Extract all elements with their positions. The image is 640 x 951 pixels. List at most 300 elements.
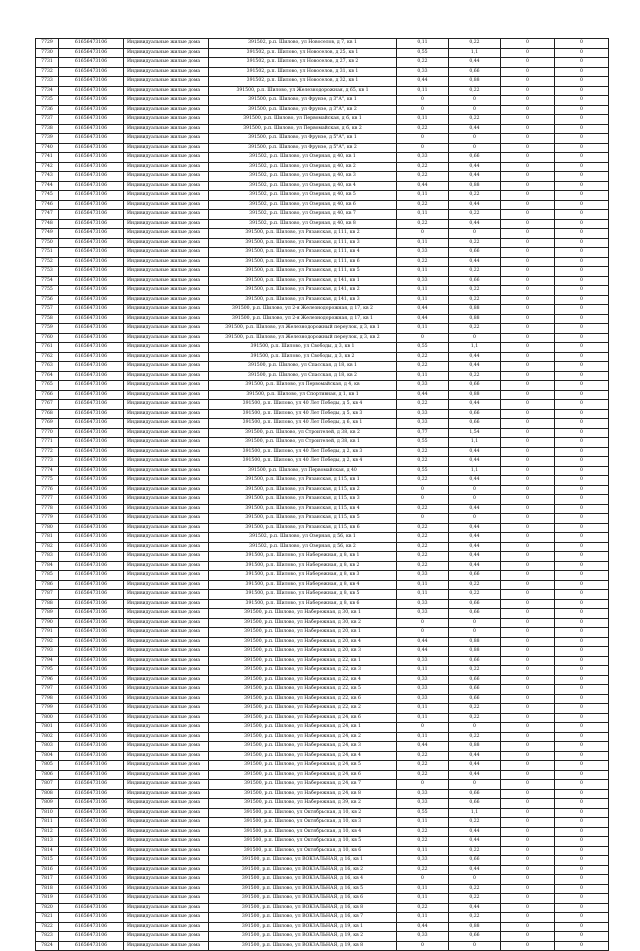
building-type-cell: Индивидуальные жилые дома: [124, 675, 209, 685]
value-4-cell: 0: [555, 713, 609, 723]
value-1-cell: 0,22: [397, 903, 449, 913]
value-4-cell: 0: [555, 96, 609, 106]
value-2-cell: 0,88: [449, 922, 501, 932]
table-row: [36, 894, 609, 904]
row-number-cell: 7820: [36, 903, 59, 913]
value-2-cell: 0: [449, 495, 501, 505]
value-2-cell: 0,44: [449, 761, 501, 771]
value-2-cell: 0,22: [449, 39, 501, 49]
building-type-cell: Индивидуальные жилые дома: [124, 153, 209, 163]
oktmo-code-cell: 61656473106: [59, 903, 124, 913]
oktmo-code-cell: 61656473106: [59, 466, 124, 476]
value-1-cell: 0,11: [397, 913, 449, 923]
value-1-cell: 0,44: [397, 647, 449, 657]
value-2-cell: 0,44: [449, 533, 501, 543]
value-1-cell: 0,33: [397, 381, 449, 391]
table-row: [36, 580, 609, 590]
value-2-cell: 0,22: [449, 732, 501, 742]
building-type-cell: Индивидуальные жилые дома: [124, 276, 209, 286]
address-cell: 391500, р.п. Шилово, ул Набережная, д 22, кв 2: [209, 704, 397, 714]
value-4-cell: 0: [555, 115, 609, 125]
oktmo-code-cell: 61656473106: [59, 808, 124, 818]
building-type-cell: Индивидуальные жилые дома: [124, 770, 209, 780]
value-3-cell: 0: [501, 352, 555, 362]
address-cell: 391500, р.п. Шилово, ул Спасская, д 18, кв 2: [209, 371, 397, 381]
value-4-cell: 0: [555, 48, 609, 58]
value-3-cell: 0: [501, 599, 555, 609]
value-4-cell: 0: [555, 305, 609, 315]
address-cell: 391500, р.п. Шилово, ул Набережная, д 8, кв 5: [209, 590, 397, 600]
value-4-cell: 0: [555, 628, 609, 638]
value-1-cell: 0,44: [397, 181, 449, 191]
value-2-cell: 0,22: [449, 913, 501, 923]
value-3-cell: 0: [501, 941, 555, 951]
value-2-cell: 1,1: [449, 343, 501, 353]
table-row: [36, 286, 609, 296]
oktmo-code-cell: 61656473106: [59, 210, 124, 220]
building-type-cell: Индивидуальные жилые дома: [124, 191, 209, 201]
value-4-cell: 0: [555, 580, 609, 590]
building-type-cell: Индивидуальные жилые дома: [124, 48, 209, 58]
oktmo-code-cell: 61656473106: [59, 58, 124, 68]
value-4-cell: 0: [555, 457, 609, 467]
building-type-cell: Индивидуальные жилые дома: [124, 647, 209, 657]
building-type-cell: Индивидуальные жилые дома: [124, 172, 209, 182]
oktmo-code-cell: 61656473106: [59, 865, 124, 875]
table-row: [36, 922, 609, 932]
value-3-cell: 0: [501, 134, 555, 144]
table-row: [36, 780, 609, 790]
building-type-cell: Индивидуальные жилые дома: [124, 504, 209, 514]
address-cell: 391502, р.п. Шилово, ул Озерная, д 40, кв 5: [209, 191, 397, 201]
building-type-cell: Индивидуальные жилые дома: [124, 96, 209, 106]
value-4-cell: 0: [555, 609, 609, 619]
table-row: [36, 552, 609, 562]
row-number-cell: 7761: [36, 343, 59, 353]
value-1-cell: 0,33: [397, 656, 449, 666]
value-3-cell: 0: [501, 875, 555, 885]
value-2-cell: 0,44: [449, 476, 501, 486]
value-4-cell: 0: [555, 514, 609, 524]
row-number-cell: 7790: [36, 618, 59, 628]
row-number-cell: 7775: [36, 476, 59, 486]
value-1-cell: 0,11: [397, 894, 449, 904]
address-cell: 391502, р.п. Шилово, ул Озерная, д 56, кв 1: [209, 533, 397, 543]
value-2-cell: 0,44: [449, 865, 501, 875]
value-1-cell: 0,22: [397, 124, 449, 134]
value-4-cell: 0: [555, 647, 609, 657]
value-2-cell: 0,66: [449, 599, 501, 609]
address-cell: 391500, р.п. Шилово, ул ВОКЗАЛЬНАЯ, д 16, кв 1: [209, 856, 397, 866]
row-number-cell: 7818: [36, 884, 59, 894]
address-cell: 391500, р.п. Шилово, ул Спасская, д 18, кв 1: [209, 362, 397, 372]
value-3-cell: 0: [501, 780, 555, 790]
row-number-cell: 7787: [36, 590, 59, 600]
value-1-cell: 0,22: [397, 162, 449, 172]
value-4-cell: 0: [555, 333, 609, 343]
row-number-cell: 7763: [36, 362, 59, 372]
building-type-cell: Индивидуальные жилые дома: [124, 447, 209, 457]
oktmo-code-cell: 61656473106: [59, 457, 124, 467]
building-type-cell: Индивидуальные жилые дома: [124, 67, 209, 77]
value-3-cell: 0: [501, 609, 555, 619]
value-2-cell: 0,22: [449, 666, 501, 676]
value-1-cell: 0,22: [397, 400, 449, 410]
value-1-cell: 0,22: [397, 476, 449, 486]
value-4-cell: 0: [555, 371, 609, 381]
table-row: [36, 656, 609, 666]
value-1-cell: 0: [397, 134, 449, 144]
oktmo-code-cell: 61656473106: [59, 295, 124, 305]
value-4-cell: 0: [555, 542, 609, 552]
value-3-cell: 0: [501, 438, 555, 448]
value-2-cell: 0: [449, 628, 501, 638]
value-1-cell: 0,11: [397, 295, 449, 305]
value-4-cell: 0: [555, 409, 609, 419]
value-1-cell: 0,22: [397, 865, 449, 875]
value-2-cell: 0,88: [449, 314, 501, 324]
value-3-cell: 0: [501, 276, 555, 286]
value-3-cell: 0: [501, 837, 555, 847]
row-number-cell: 7731: [36, 58, 59, 68]
address-cell: 391500, р.п. Шилово, ул Фрунзе, д 5"А", кв 1: [209, 134, 397, 144]
oktmo-code-cell: 61656473106: [59, 685, 124, 695]
value-4-cell: 0: [555, 295, 609, 305]
building-type-cell: Индивидуальные жилые дома: [124, 428, 209, 438]
value-2-cell: 1,1: [449, 466, 501, 476]
value-4-cell: 0: [555, 723, 609, 733]
value-2-cell: 0,22: [449, 210, 501, 220]
oktmo-code-cell: 61656473106: [59, 523, 124, 533]
building-type-cell: Индивидуальные жилые дома: [124, 694, 209, 704]
value-3-cell: 0: [501, 400, 555, 410]
building-type-cell: Индивидуальные жилые дома: [124, 799, 209, 809]
row-number-cell: 7734: [36, 86, 59, 96]
value-2-cell: 0,44: [449, 162, 501, 172]
row-number-cell: 7732: [36, 67, 59, 77]
value-3-cell: 0: [501, 694, 555, 704]
building-type-cell: Индивидуальные жилые дома: [124, 808, 209, 818]
table-row: [36, 666, 609, 676]
table-row: [36, 362, 609, 372]
table-row: [36, 409, 609, 419]
table-row: [36, 390, 609, 400]
value-3-cell: 0: [501, 77, 555, 87]
row-number-cell: 7735: [36, 96, 59, 106]
oktmo-code-cell: 61656473106: [59, 134, 124, 144]
address-cell: 391500, р.п. Шилово, ул 2-я Железнодорожная, д 17, кв 1: [209, 314, 397, 324]
row-number-cell: 7741: [36, 153, 59, 163]
value-1-cell: 0,44: [397, 742, 449, 752]
value-4-cell: 0: [555, 352, 609, 362]
value-2-cell: 0,66: [449, 248, 501, 258]
table-row: [36, 704, 609, 714]
value-2-cell: 0,22: [449, 86, 501, 96]
value-3-cell: 0: [501, 58, 555, 68]
value-1-cell: 0,33: [397, 67, 449, 77]
row-number-cell: 7800: [36, 713, 59, 723]
oktmo-code-cell: 61656473106: [59, 818, 124, 828]
value-1-cell: 0,33: [397, 248, 449, 258]
value-2-cell: 0,22: [449, 580, 501, 590]
value-4-cell: 0: [555, 105, 609, 115]
value-3-cell: 0: [501, 932, 555, 942]
building-type-cell: Индивидуальные жилые дома: [124, 742, 209, 752]
value-3-cell: 0: [501, 96, 555, 106]
building-type-cell: Индивидуальные жилые дома: [124, 818, 209, 828]
value-4-cell: 0: [555, 495, 609, 505]
table-row: [36, 818, 609, 828]
value-3-cell: 0: [501, 305, 555, 315]
building-type-cell: Индивидуальные жилые дома: [124, 561, 209, 571]
building-type-cell: Индивидуальные жилые дома: [124, 400, 209, 410]
row-number-cell: 7806: [36, 770, 59, 780]
oktmo-code-cell: 61656473106: [59, 723, 124, 733]
row-number-cell: 7747: [36, 210, 59, 220]
building-type-cell: Индивидуальные жилые дома: [124, 343, 209, 353]
value-3-cell: 0: [501, 894, 555, 904]
row-number-cell: 7729: [36, 39, 59, 49]
building-type-cell: Индивидуальные жилые дома: [124, 124, 209, 134]
value-3-cell: 0: [501, 666, 555, 676]
value-4-cell: 0: [555, 77, 609, 87]
value-1-cell: 0: [397, 780, 449, 790]
table-row: [36, 428, 609, 438]
row-number-cell: 7788: [36, 599, 59, 609]
value-1-cell: 0,33: [397, 419, 449, 429]
address-cell: 391502, р.п. Шилово, ул Новоселов, д 31, кв 1: [209, 67, 397, 77]
table-row: [36, 191, 609, 201]
address-cell: 391500, р.п. Шилово, ул Рязанская, д 141, кв 3: [209, 295, 397, 305]
value-3-cell: 0: [501, 818, 555, 828]
value-4-cell: 0: [555, 533, 609, 543]
oktmo-code-cell: 61656473106: [59, 495, 124, 505]
building-type-cell: Индивидуальные жилые дома: [124, 856, 209, 866]
value-4-cell: 0: [555, 837, 609, 847]
value-4-cell: 0: [555, 666, 609, 676]
building-type-cell: Индивидуальные жилые дома: [124, 913, 209, 923]
oktmo-code-cell: 61656473106: [59, 305, 124, 315]
value-4-cell: 0: [555, 485, 609, 495]
value-1-cell: 0: [397, 105, 449, 115]
building-type-cell: Индивидуальные жилые дома: [124, 941, 209, 951]
building-type-cell: Индивидуальные жилые дома: [124, 875, 209, 885]
value-2-cell: 0,88: [449, 390, 501, 400]
oktmo-code-cell: 61656473106: [59, 932, 124, 942]
oktmo-code-cell: 61656473106: [59, 381, 124, 391]
building-type-cell: Индивидуальные жилые дома: [124, 58, 209, 68]
building-type-cell: Индивидуальные жилые дома: [124, 761, 209, 771]
address-cell: 391500, р.п. Шилово, ул Октябрьская, д 10, кв 5: [209, 837, 397, 847]
address-cell: 391500, р.п. Шилово, ул 40 Лет Победы, д 2, кв 3: [209, 447, 397, 457]
value-1-cell: 0: [397, 514, 449, 524]
oktmo-code-cell: 61656473106: [59, 200, 124, 210]
row-number-cell: 7809: [36, 799, 59, 809]
value-1-cell: 0,44: [397, 314, 449, 324]
value-4-cell: 0: [555, 343, 609, 353]
oktmo-code-cell: 61656473106: [59, 571, 124, 581]
value-3-cell: 0: [501, 628, 555, 638]
value-4-cell: 0: [555, 400, 609, 410]
building-type-cell: Индивидуальные жилые дома: [124, 305, 209, 315]
value-3-cell: 0: [501, 390, 555, 400]
oktmo-code-cell: 61656473106: [59, 780, 124, 790]
building-type-cell: Индивидуальные жилые дома: [124, 751, 209, 761]
table-row: [36, 713, 609, 723]
building-type-cell: Индивидуальные жилые дома: [124, 514, 209, 524]
value-1-cell: 0,11: [397, 732, 449, 742]
oktmo-code-cell: 61656473106: [59, 153, 124, 163]
address-cell: 391500, р.п. Шилово, ул Железнодорожный переулок, д 3, кв 1: [209, 324, 397, 334]
building-type-cell: Индивидуальные жилые дома: [124, 609, 209, 619]
building-type-cell: Индивидуальные жилые дома: [124, 352, 209, 362]
value-4-cell: 0: [555, 504, 609, 514]
row-number-cell: 7749: [36, 229, 59, 239]
value-1-cell: 0,33: [397, 932, 449, 942]
table-row: [36, 694, 609, 704]
address-cell: 391500, р.п. Шилово, ул Набережная, д 39, кв 2: [209, 799, 397, 809]
row-number-cell: 7733: [36, 77, 59, 87]
value-3-cell: 0: [501, 362, 555, 372]
table-row: [36, 685, 609, 695]
value-1-cell: 0,33: [397, 609, 449, 619]
building-type-cell: Индивидуальные жилые дома: [124, 286, 209, 296]
table-row: [36, 837, 609, 847]
value-2-cell: 1,1: [449, 808, 501, 818]
value-2-cell: 0,88: [449, 305, 501, 315]
row-number-cell: 7810: [36, 808, 59, 818]
oktmo-code-cell: 61656473106: [59, 77, 124, 87]
address-cell: 391502, р.п. Шилово, ул Озерная, д 40, кв 2: [209, 162, 397, 172]
address-cell: 391500, р.п. Шилово, ул Набережная, д 24, кв 5: [209, 761, 397, 771]
table-row: [36, 447, 609, 457]
oktmo-code-cell: 61656473106: [59, 514, 124, 524]
building-type-cell: Индивидуальные жилые дома: [124, 466, 209, 476]
building-type-cell: Индивидуальные жилые дома: [124, 257, 209, 267]
building-type-cell: Индивидуальные жилые дома: [124, 200, 209, 210]
row-number-cell: 7824: [36, 941, 59, 951]
table-row: [36, 742, 609, 752]
oktmo-code-cell: 61656473106: [59, 86, 124, 96]
row-number-cell: 7750: [36, 238, 59, 248]
address-cell: 391502, р.п. Шилово, ул Новоселов, д 25, кв 1: [209, 48, 397, 58]
row-number-cell: 7796: [36, 675, 59, 685]
value-1-cell: 0,33: [397, 799, 449, 809]
building-type-cell: Индивидуальные жилые дома: [124, 723, 209, 733]
row-number-cell: 7811: [36, 818, 59, 828]
value-2-cell: 0: [449, 780, 501, 790]
address-cell: 391500, р.п. Шилово, ул ВОКЗАЛЬНАЯ, д 16, кв 8: [209, 903, 397, 913]
building-type-cell: Индивидуальные жилые дома: [124, 485, 209, 495]
address-cell: 391500, р.п. Шилово, ул Набережная, д 8, кв 1: [209, 552, 397, 562]
value-3-cell: 0: [501, 922, 555, 932]
address-cell: 391500, р.п. Шилово, ул Набережная, д 20, кв 1: [209, 628, 397, 638]
value-3-cell: 0: [501, 428, 555, 438]
oktmo-code-cell: 61656473106: [59, 276, 124, 286]
value-4-cell: 0: [555, 875, 609, 885]
row-number-cell: 7795: [36, 666, 59, 676]
oktmo-code-cell: 61656473106: [59, 96, 124, 106]
value-2-cell: 0,22: [449, 884, 501, 894]
value-2-cell: 0: [449, 875, 501, 885]
oktmo-code-cell: 61656473106: [59, 428, 124, 438]
value-4-cell: 0: [555, 704, 609, 714]
housing-registry-table: [35, 38, 609, 951]
address-cell: 391500, р.п. Шилово, ул ВОКЗАЛЬНАЯ, д 19, кв 2: [209, 932, 397, 942]
oktmo-code-cell: 61656473106: [59, 162, 124, 172]
row-number-cell: 7765: [36, 381, 59, 391]
table-row: [36, 276, 609, 286]
oktmo-code-cell: 61656473106: [59, 67, 124, 77]
table-row: [36, 124, 609, 134]
value-2-cell: 1,1: [449, 438, 501, 448]
value-2-cell: 0,44: [449, 124, 501, 134]
value-1-cell: 0: [397, 143, 449, 153]
oktmo-code-cell: 61656473106: [59, 713, 124, 723]
oktmo-code-cell: 61656473106: [59, 941, 124, 951]
value-1-cell: 0: [397, 229, 449, 239]
oktmo-code-cell: 61656473106: [59, 894, 124, 904]
address-cell: 391500, р.п. Шилово, ул ВОКЗАЛЬНАЯ, д 16, кв 5: [209, 884, 397, 894]
value-3-cell: 0: [501, 153, 555, 163]
address-cell: 391500, р.п. Шилово, ул Строителей, д 38, кв 1: [209, 438, 397, 448]
oktmo-code-cell: 61656473106: [59, 856, 124, 866]
building-type-cell: Индивидуальные жилые дома: [124, 903, 209, 913]
value-2-cell: 0,22: [449, 894, 501, 904]
row-number-cell: 7812: [36, 827, 59, 837]
value-1-cell: 0,11: [397, 371, 449, 381]
value-4-cell: 0: [555, 229, 609, 239]
value-1-cell: 0: [397, 941, 449, 951]
value-1-cell: 0,22: [397, 504, 449, 514]
row-number-cell: 7755: [36, 286, 59, 296]
row-number-cell: 7757: [36, 305, 59, 315]
value-3-cell: 0: [501, 637, 555, 647]
address-cell: 391500, р.п. Шилово, ул Набережная, д 24, кв 6: [209, 713, 397, 723]
row-number-cell: 7794: [36, 656, 59, 666]
value-4-cell: 0: [555, 39, 609, 49]
value-4-cell: 0: [555, 590, 609, 600]
value-4-cell: 0: [555, 751, 609, 761]
value-4-cell: 0: [555, 447, 609, 457]
oktmo-code-cell: 61656473106: [59, 666, 124, 676]
building-type-cell: Индивидуальные жилые дома: [124, 827, 209, 837]
row-number-cell: 7740: [36, 143, 59, 153]
table-row: [36, 542, 609, 552]
value-1-cell: 0,22: [397, 561, 449, 571]
row-number-cell: 7803: [36, 742, 59, 752]
value-2-cell: 0,66: [449, 694, 501, 704]
value-4-cell: 0: [555, 67, 609, 77]
table-row: [36, 884, 609, 894]
oktmo-code-cell: 61656473106: [59, 770, 124, 780]
value-1-cell: 0,11: [397, 286, 449, 296]
row-number-cell: 7814: [36, 846, 59, 856]
value-4-cell: 0: [555, 941, 609, 951]
address-cell: 391500, р.п. Шилово, ул Набережная, д 24, кв 4: [209, 751, 397, 761]
oktmo-code-cell: 61656473106: [59, 590, 124, 600]
row-number-cell: 7823: [36, 932, 59, 942]
value-2-cell: 0,66: [449, 276, 501, 286]
table-row: [36, 903, 609, 913]
address-cell: 391500, р.п. Шилово, ул Набережная, д 22, кв 4: [209, 675, 397, 685]
row-number-cell: 7813: [36, 837, 59, 847]
row-number-cell: 7771: [36, 438, 59, 448]
row-number-cell: 7791: [36, 628, 59, 638]
oktmo-code-cell: 61656473106: [59, 742, 124, 752]
value-4-cell: 0: [555, 238, 609, 248]
value-4-cell: 0: [555, 390, 609, 400]
